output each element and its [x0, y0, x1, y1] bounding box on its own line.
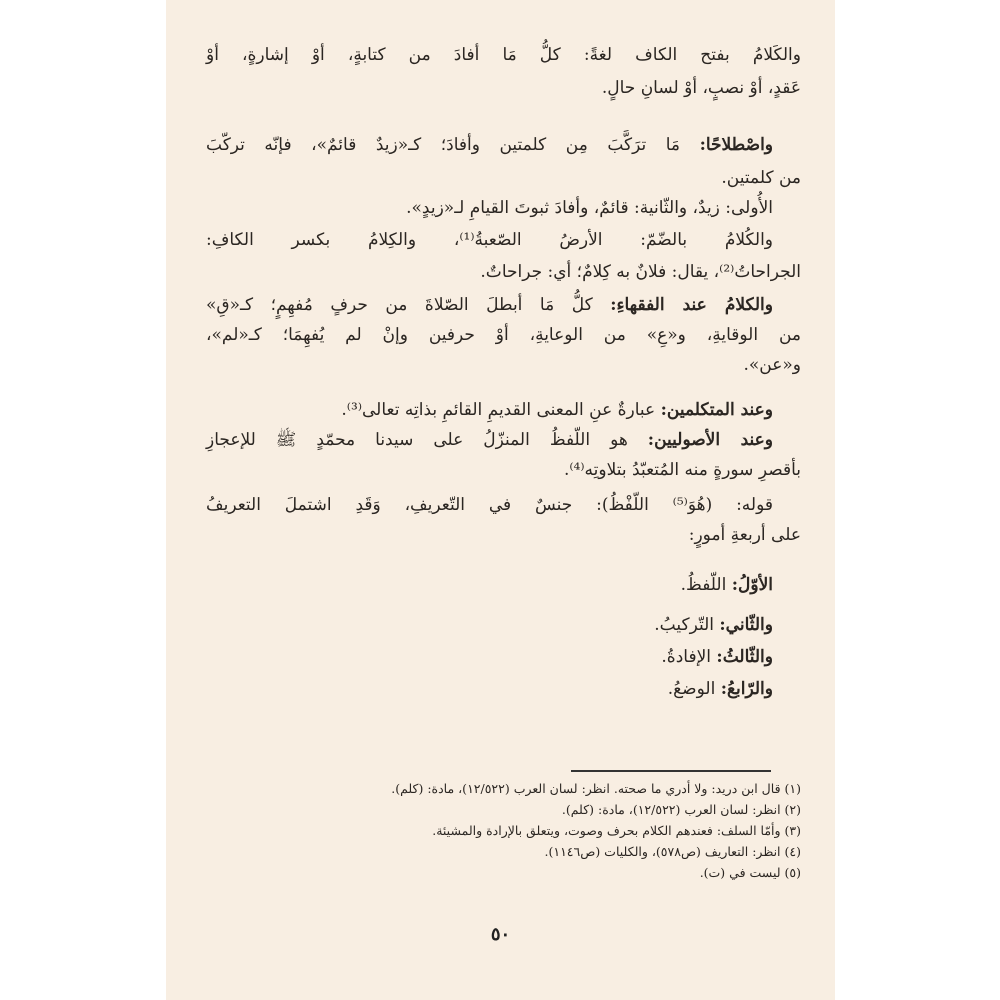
body-line	[206, 76, 801, 100]
line-text: والكُلامُ بالضّمّ: الأرضُ الصّعبةُ⁽¹⁾، والكِلامُ بكسر الكافِ:	[206, 230, 773, 250]
body-line	[206, 260, 801, 284]
body-line	[206, 228, 801, 252]
body-line	[206, 166, 801, 190]
body-line	[206, 43, 801, 67]
line-text: الوضعُ.	[667, 679, 721, 699]
body-line	[206, 133, 801, 157]
body-line	[206, 613, 801, 637]
line-text: اللّفظُ.	[680, 575, 732, 595]
term-heading: والرّابعُ:	[720, 679, 773, 699]
line-text: الإفادةُ.	[661, 647, 717, 667]
page-number: ٥٠	[490, 924, 511, 945]
body-line	[206, 523, 801, 547]
footnote: (٣) وأمّا السلف: فعندهم الكلام بحرف وصوت، ويتعلق بالإرادة والمشيئة.	[432, 823, 801, 838]
term-heading: والكلامُ عند الفقهاءِ:	[610, 295, 773, 315]
body-line	[206, 323, 801, 347]
line-text: هو اللّفظُ المنزّلُ على سيدنا محمّدٍ ﷺ للإعجازِ	[206, 430, 648, 450]
line-text: عبارةٌ عنِ المعنى القديمِ القائمِ بذاتِه تعالى⁽³⁾.	[341, 400, 661, 420]
line-text: كلُّ مَا أبطلَ الصّلاةَ من حرفٍ مُفهِمٍ؛ كـ«قِ»	[206, 295, 611, 315]
line-text: و«عن».	[743, 355, 801, 375]
line-text: من كلمتين.	[721, 168, 801, 188]
line-text: عَقدٍ، أوْ نصبٍ، أوْ لسانِ حالٍ.	[601, 78, 801, 98]
body-line	[206, 645, 801, 669]
body-line	[206, 493, 801, 517]
body-line	[206, 353, 801, 377]
line-text: التّركيبُ.	[654, 615, 720, 635]
line-text: من الوقايةِ، و«عِ» من الوعايةِ، أوْ حرفين وإنْ لم يُفهِمَا؛ كـ«لم»،	[206, 325, 801, 345]
term-heading: وعند المتكلمين:	[660, 400, 773, 420]
line-text: بأقصرِ سورةٍ منه المُتعبّدُ بتلاوتِه⁽⁴⁾.	[563, 460, 801, 480]
book-page	[166, 0, 835, 1000]
term-heading: والثّالثُ:	[716, 647, 773, 667]
footnote: (٤) انظر: التعاريف (ص٥٧٨)، والكليات (ص١١٤٦).	[544, 844, 801, 859]
body-line	[206, 677, 801, 701]
line-text: الجراحاتُ⁽²⁾، يقال: فلانٌ به كِلامٌ؛ أي: جراحاتٌ.	[480, 262, 801, 282]
line-text: قوله: (هُوَ⁽⁵⁾ اللّفْظُ): جنسٌ في التّعريفِ، وَقَدِ اشتملَ التعريفُ	[206, 495, 773, 515]
term-heading: وعند الأصوليين:	[647, 430, 773, 450]
term-heading: واصْطلاحًا:	[699, 135, 773, 155]
footnote: (٥) ليست في (ت).	[699, 865, 801, 880]
line-text: الأُولى: زيدٌ، والثّانية: قائمٌ، وأفادَ ثبوتَ القيامِ لـ«زيدٍ».	[406, 198, 773, 218]
body-line	[206, 458, 801, 482]
line-text: على أربعةِ أمورٍ:	[688, 525, 801, 545]
body-line	[206, 573, 801, 597]
term-heading: والثّاني:	[719, 615, 773, 635]
body-line	[206, 398, 801, 422]
line-text: مَا ترَكَّبَ مِن كلمتين وأفادَ؛ كـ«زيدٌ قائمٌ»، فإنّه تركّبَ	[206, 135, 700, 155]
line-text: والكَلامُ بفتح الكاف لغةً: كلُّ مَا أفادَ من كتابةٍ، أوْ إشارةٍ، أوْ	[206, 45, 801, 65]
footnote: (٢) انظر: لسان العرب (١٢/٥٢٢)، مادة: (كلم).	[561, 802, 801, 817]
term-heading: الأوّلُ:	[731, 575, 773, 595]
body-line	[206, 428, 801, 452]
body-line	[206, 196, 801, 220]
footnote-separator	[571, 770, 771, 772]
footnote: (١) قال ابن دريد: ولا أدري ما صحته. انظر: لسان العرب (١٢/٥٢٢)، مادة: (كلم).	[391, 781, 801, 796]
body-line	[206, 293, 801, 317]
